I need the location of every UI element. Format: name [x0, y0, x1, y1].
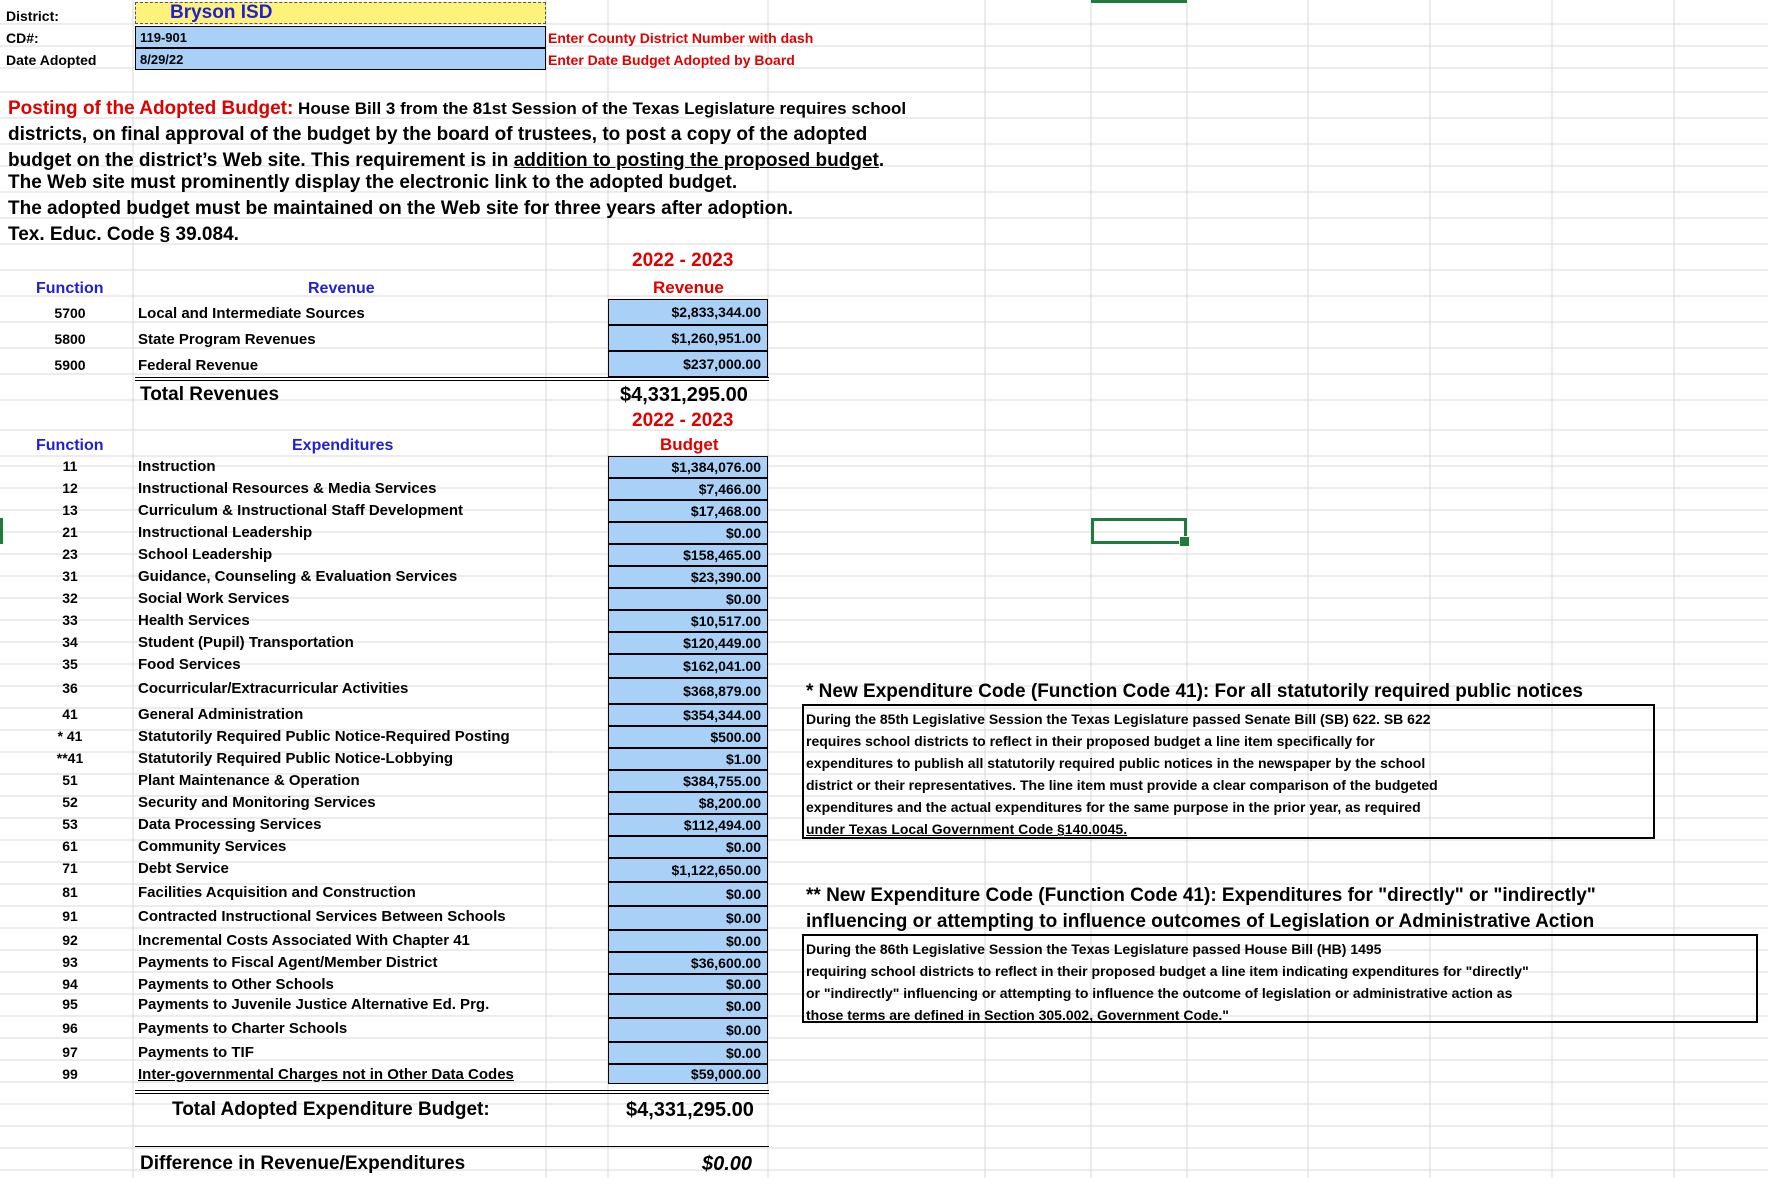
expenditure-amount-input[interactable]: $0.00: [608, 906, 768, 930]
expenditure-function-code: 31: [62, 568, 78, 584]
expenditure-amount-input[interactable]: $23,390.00: [608, 566, 768, 588]
expenditure-function-code: 51: [62, 772, 78, 788]
expenditure-function-code: 91: [62, 908, 78, 924]
expenditure-amount-input[interactable]: $120,449.00: [608, 632, 768, 654]
expenditure-function-code: 41: [62, 706, 78, 722]
posting-line6: Tex. Educ. Code § 39.084.: [8, 224, 239, 245]
expenditure-name: Plant Maintenance & Operation: [138, 772, 360, 789]
expenditure-name: School Leadership: [138, 546, 273, 563]
fill-handle[interactable]: [1179, 536, 1190, 547]
revenue-year: 2022 - 2023: [632, 250, 734, 271]
revenue-total-label: Total Revenues: [140, 384, 280, 405]
expenditure-amount-input[interactable]: $0.00: [608, 882, 768, 906]
expenditure-amount-input[interactable]: $0.00: [608, 930, 768, 952]
expenditure-amount-input[interactable]: $7,466.00: [608, 478, 768, 500]
expenditure-name: Incremental Costs Associated With Chapter 41: [138, 932, 470, 949]
expenditure-name: Curriculum & Instructional Staff Development: [138, 502, 464, 519]
expenditure-name: Guidance, Counseling & Evaluation Services: [138, 568, 458, 585]
expenditure-function-code: 12: [62, 480, 78, 496]
expenditure-total-rule: [135, 1090, 769, 1094]
column-header-marker: [1091, 0, 1187, 3]
difference-label: Difference in Revenue/Expenditures: [140, 1153, 466, 1174]
expenditure-amount-input[interactable]: $1,122,650.00: [608, 858, 768, 882]
expenditure-name: Data Processing Services: [138, 816, 322, 833]
expenditure-function-code: 93: [62, 954, 78, 970]
expenditure-function-code: **41: [56, 750, 84, 766]
note2-box: [802, 934, 1758, 1023]
expenditure-amount-input[interactable]: $10,517.00: [608, 610, 768, 632]
posting-line5: The adopted budget must be maintained on the Web site for three years after adoption.: [8, 198, 794, 219]
expenditure-name: Payments to TIF: [138, 1044, 254, 1061]
revenue-amount-input[interactable]: $2,833,344.00: [608, 299, 768, 325]
note1-box: [802, 704, 1655, 839]
expenditure-function-code: 21: [62, 524, 78, 540]
note1-line: district or their representatives. The line item must provide a clear comparison of the budgeted: [806, 777, 1438, 793]
posting-intro: [8, 98, 906, 120]
expenditure-amount-input[interactable]: $1,384,076.00: [608, 456, 768, 478]
revenue-total-rule: [135, 377, 769, 381]
posting-line4: The Web site must prominently display the electronic link to the adopted budget.: [8, 172, 738, 193]
revenue-name: Local and Intermediate Sources: [138, 305, 365, 322]
note1-heading: * New Expenditure Code (Function Code 41): For all statutorily required public notices: [806, 681, 1583, 702]
expenditure-amount-input[interactable]: $0.00: [608, 974, 768, 994]
expenditure-total-value: $4,331,295.00: [626, 1099, 754, 1121]
expenditure-name: Payments to Charter Schools: [138, 1020, 348, 1037]
expenditure-function-code: * 41: [57, 728, 83, 744]
expenditure-function-code: 35: [62, 656, 78, 672]
expenditure-name: Instructional Resources & Media Services: [138, 480, 437, 497]
expenditure-name: Statutorily Required Public Notice-Required Posting: [138, 728, 510, 745]
date-label: Date Adopted: [6, 52, 97, 68]
expenditure-function-code: 97: [62, 1044, 78, 1060]
revenue-col-function: Function: [36, 280, 104, 297]
expenditure-function-code: 95: [62, 996, 78, 1012]
revenue-col-amount: Revenue: [653, 278, 724, 297]
date-hint: Enter Date Budget Adopted by Board: [548, 52, 795, 68]
row-header-marker: [0, 518, 3, 544]
expenditure-function-code: 36: [62, 680, 78, 696]
expenditure-name: Community Services: [138, 838, 287, 855]
revenue-amount-input[interactable]: $237,000.00: [608, 351, 768, 377]
expenditure-function-code: 52: [62, 794, 78, 810]
note2-line: those terms are defined in Section 305.002, Government Code.": [806, 1007, 1229, 1023]
note2-line: or "indirectly" influencing or attempting to influence the outcome of legislation or administrative action as: [806, 985, 1513, 1001]
selected-cell[interactable]: [1091, 518, 1187, 544]
expenditure-amount-input[interactable]: $354,344.00: [608, 704, 768, 726]
note1-line: requires school districts to reflect in their proposed budget a line item specifically for: [806, 733, 1375, 749]
revenue-amount-input[interactable]: $1,260,951.00: [608, 325, 768, 351]
expenditure-name: Instructional Leadership: [138, 524, 313, 541]
expenditure-name: Statutorily Required Public Notice-Lobbying: [138, 750, 454, 767]
cd-input[interactable]: 119-901: [135, 26, 546, 48]
posting-line3-c: .: [878, 150, 885, 171]
expenditure-function-code: 34: [62, 634, 78, 650]
difference-value: $0.00: [702, 1153, 753, 1175]
expenditure-function-code: 96: [62, 1020, 78, 1036]
expenditure-name: Payments to Fiscal Agent/Member District: [138, 954, 438, 971]
revenue-name: State Program Revenues: [138, 331, 316, 348]
expenditure-name: Payments to Other Schools: [138, 976, 334, 993]
expenditure-name: General Administration: [138, 706, 304, 723]
expenditure-name: Payments to Juvenile Justice Alternative Ed. Prg.: [138, 996, 490, 1013]
expenditure-amount-input[interactable]: $0.00: [608, 522, 768, 544]
expenditure-function-code: 33: [62, 612, 78, 628]
note2-heading-line2: influencing or attempting to influence outcomes of Legislation or Administrative Action: [806, 911, 1595, 932]
expenditure-amount-input[interactable]: $0.00: [608, 836, 768, 858]
expenditure-name: Health Services: [138, 612, 250, 629]
expenditure-name: Food Services: [138, 656, 241, 673]
expenditure-amount-input[interactable]: $36,600.00: [608, 952, 768, 974]
expenditure-amount-input[interactable]: $1.00: [608, 748, 768, 770]
expenditure-function-code: 71: [62, 860, 78, 876]
expenditure-amount-input[interactable]: $0.00: [608, 588, 768, 610]
note1-line: expenditures and the actual expenditures for the same purpose in the prior year, as required: [806, 799, 1421, 815]
note1-line: During the 85th Legislative Session the Texas Legislature passed Senate Bill (SB) 622. SB 622: [806, 711, 1431, 727]
expenditure-function-code: 61: [62, 838, 78, 854]
cd-label: CD#:: [6, 30, 39, 46]
expenditure-name: Security and Monitoring Services: [138, 794, 376, 811]
expenditure-amount-input[interactable]: $0.00: [608, 994, 768, 1018]
expenditure-function-code: 11: [62, 458, 78, 474]
revenue-total-value: $4,331,295.00: [620, 384, 748, 406]
posting-line2: districts, on final approval of the budget by the board of trustees, to post a copy of the adopted: [8, 124, 868, 145]
difference-rule: [135, 1146, 769, 1147]
note2-heading-line1: ** New Expenditure Code (Function Code 41): Expenditures for "directly" or "indirectly": [806, 885, 1596, 906]
expenditure-function-code: 99: [62, 1066, 78, 1082]
note2-line: During the 86th Legislative Session the Texas Legislature passed House Bill (HB) 1495: [806, 941, 1382, 957]
expenditure-name: Debt Service: [138, 860, 229, 877]
expenditure-name: Facilities Acquisition and Construction: [138, 884, 416, 901]
expenditure-year: 2022 - 2023: [632, 410, 734, 431]
expenditure-amount-input[interactable]: $8,200.00: [608, 792, 768, 814]
posting-line1: House Bill 3 from the 81st Session of the Texas Legislature requires school: [298, 99, 907, 118]
posting-title: Posting of the Adopted Budget:: [8, 98, 294, 119]
cd-hint: Enter County District Number with dash: [548, 30, 814, 46]
expenditure-col-amount: Budget: [660, 435, 719, 454]
expenditure-function-code: 13: [62, 502, 78, 518]
expenditure-col-function: Function: [36, 437, 104, 454]
expenditure-total-label: Total Adopted Expenditure Budget:: [172, 1099, 490, 1120]
expenditure-amount-input[interactable]: $384,755.00: [608, 770, 768, 792]
district-label: District:: [6, 8, 59, 24]
posting-line3-a: budget on the district’s Web site. This requirement is in: [8, 150, 514, 171]
expenditure-function-code: 32: [62, 590, 78, 606]
revenue-name: Federal Revenue: [138, 357, 259, 374]
expenditure-name: Inter-governmental Charges not in Other Data Codes: [138, 1066, 514, 1083]
expenditure-col-title: Expenditures: [292, 437, 394, 454]
district-value: Bryson ISD: [170, 2, 273, 23]
note2-line: requiring school districts to reflect in their proposed budget a line item indicating expenditures for "directly": [806, 963, 1529, 979]
expenditure-name: Student (Pupil) Transportation: [138, 634, 354, 651]
expenditure-function-code: 92: [62, 932, 78, 948]
date-input[interactable]: 8/29/22: [135, 48, 546, 70]
note1-line: expenditures to publish all statutorily required public notices in the newspaper by the school: [806, 755, 1426, 771]
note1-line: under Texas Local Government Code §140.0045.: [806, 821, 1128, 837]
expenditure-function-code: 94: [62, 976, 78, 992]
posting-line3: [8, 150, 884, 172]
revenue-function-code: 5900: [54, 357, 86, 373]
expenditure-function-code: 81: [62, 884, 78, 900]
expenditure-amount-input[interactable]: $59,000.00: [608, 1064, 768, 1084]
expenditure-amount-input[interactable]: $0.00: [608, 1018, 768, 1042]
expenditure-function-code: 23: [62, 546, 78, 562]
expenditure-amount-input[interactable]: $368,879.00: [608, 678, 768, 704]
expenditure-amount-input[interactable]: $158,465.00: [608, 544, 768, 566]
expenditure-amount-input[interactable]: $112,494.00: [608, 814, 768, 836]
revenue-col-title: Revenue: [308, 280, 375, 297]
expenditure-amount-input[interactable]: $162,041.00: [608, 654, 768, 678]
revenue-function-code: 5800: [54, 331, 86, 347]
expenditure-name: Instruction: [138, 458, 216, 475]
expenditure-name: Contracted Instructional Services Between Schools: [138, 908, 506, 925]
revenue-function-code: 5700: [54, 305, 86, 321]
posting-line3-b: addition to posting the proposed budget: [513, 150, 879, 171]
expenditure-amount-input[interactable]: $17,468.00: [608, 500, 768, 522]
expenditure-name: Social Work Services: [138, 590, 290, 607]
expenditure-amount-input[interactable]: $500.00: [608, 726, 768, 748]
expenditure-function-code: 53: [62, 816, 78, 832]
expenditure-name: Cocurricular/Extracurricular Activities: [138, 680, 409, 697]
expenditure-amount-input[interactable]: $0.00: [608, 1042, 768, 1064]
